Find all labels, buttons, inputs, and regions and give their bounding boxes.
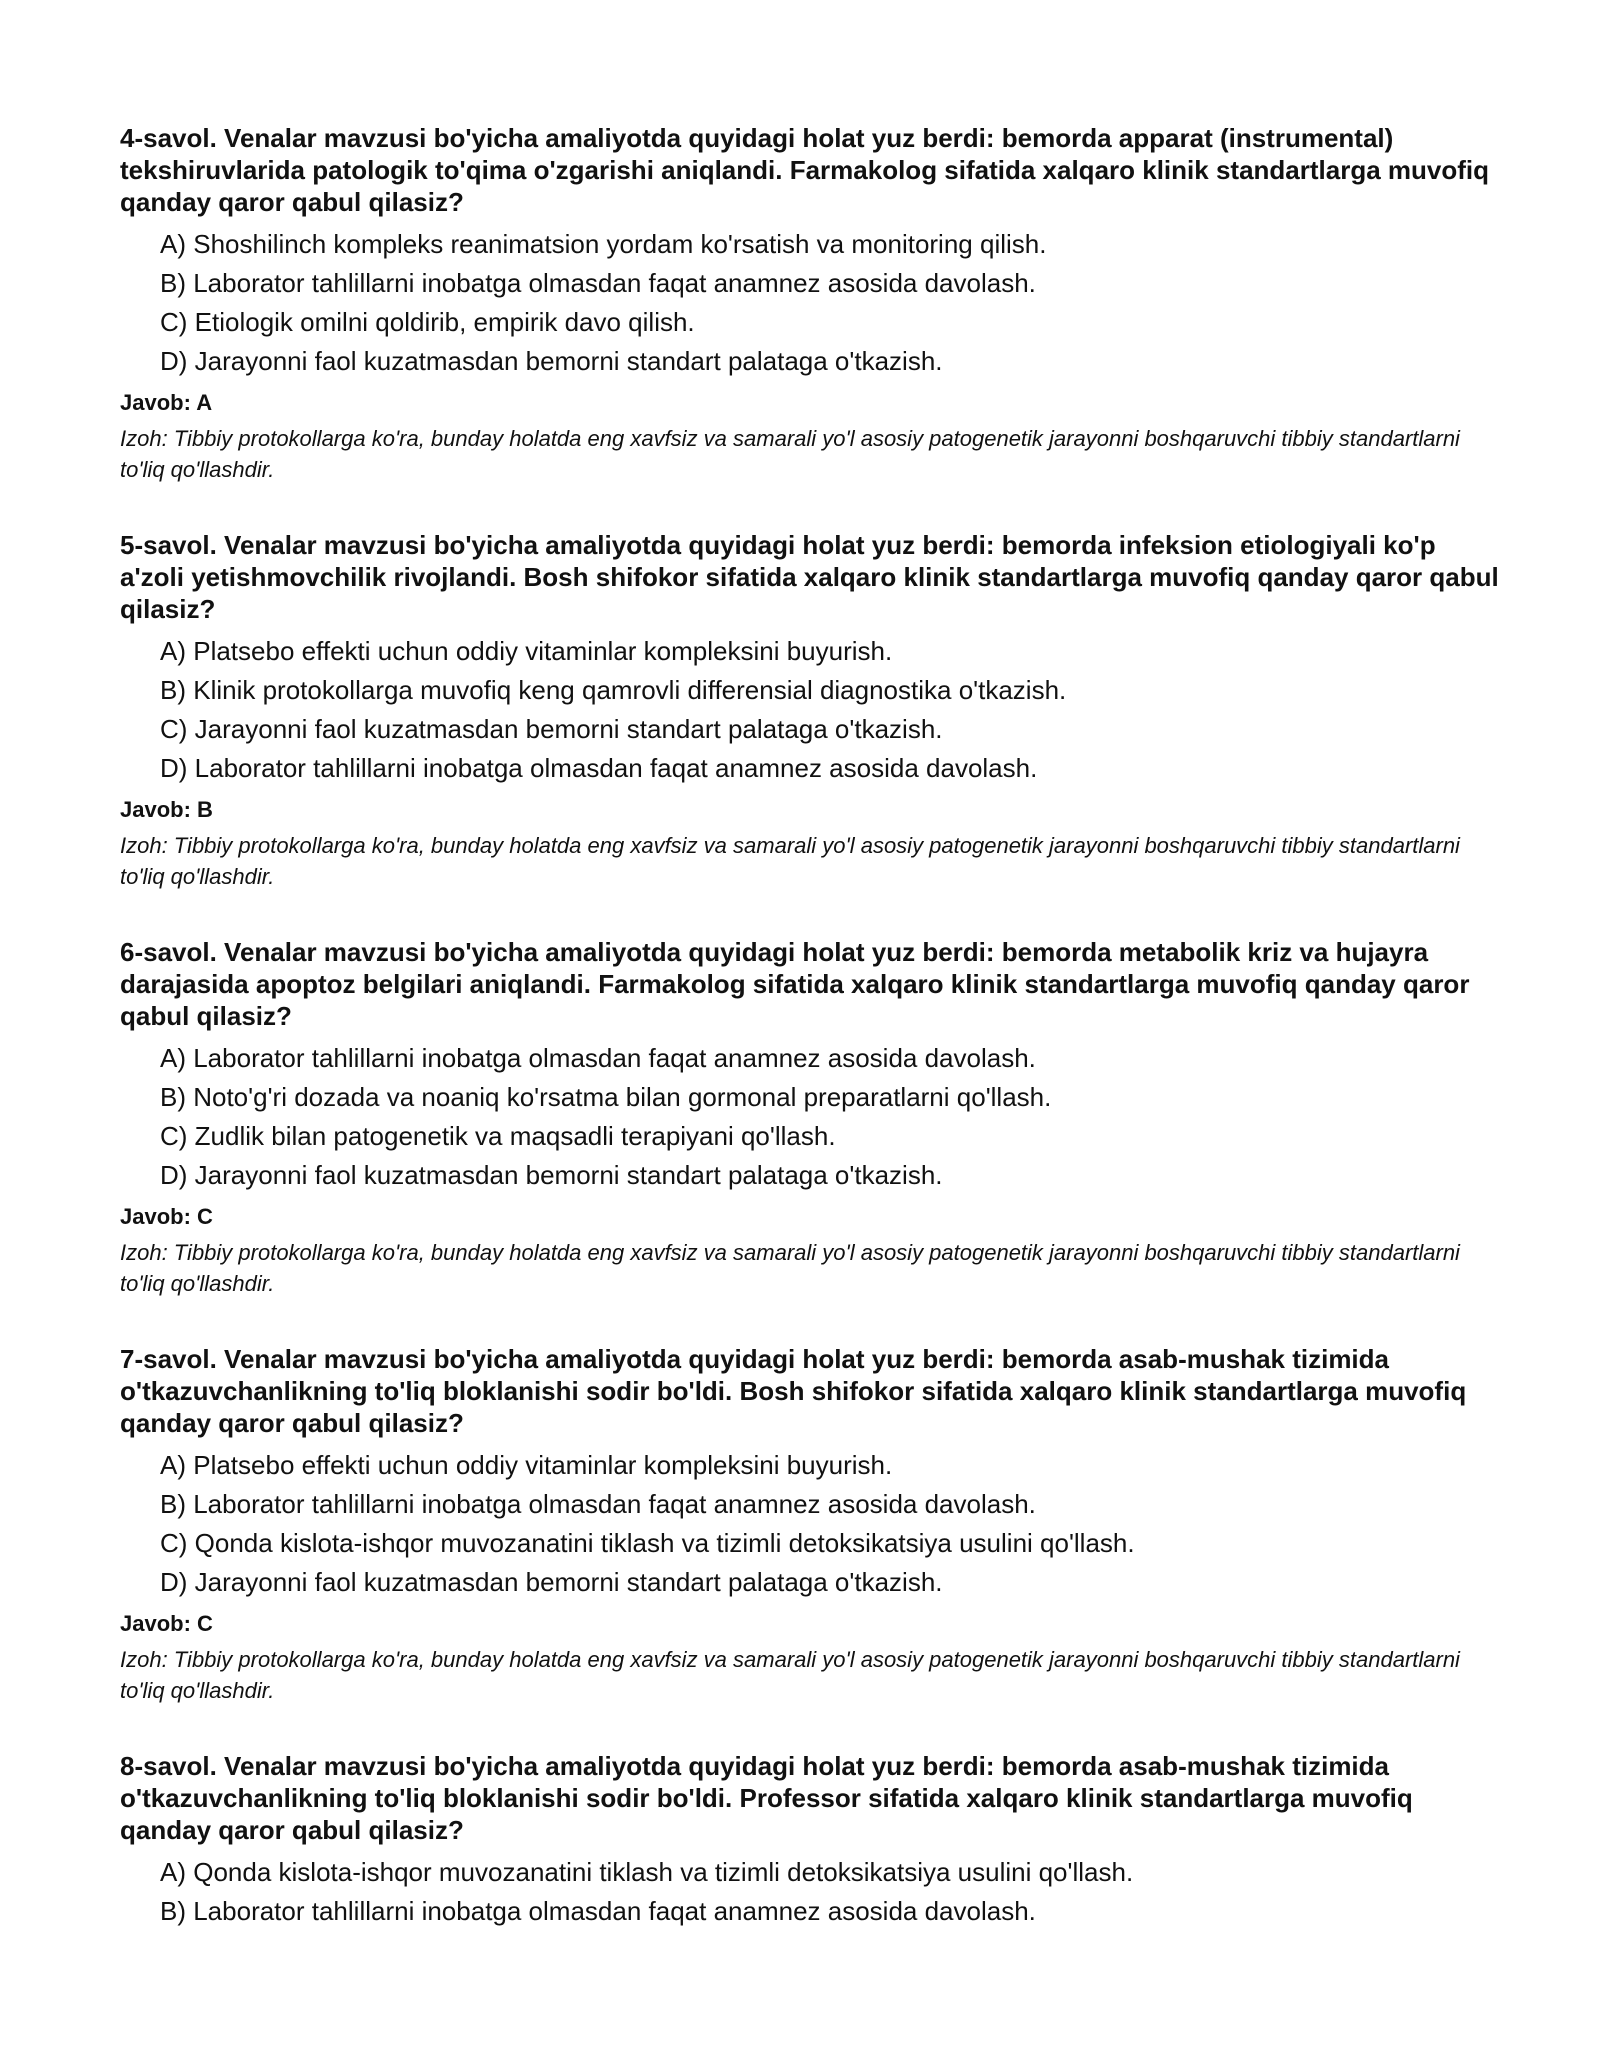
answer-options [120,1042,1500,1191]
option-d: D) Laborator tahlillarni inobatga olmasdan faqat anamnez asosida davolash. [160,753,1038,783]
option-b: B) Klinik protokollarga muvofiq keng qamrovli differensial diagnostika o'tkazish. [160,675,1067,705]
option-a: A) Platsebo effekti uchun oddiy vitaminlar kompleksini buyurish. [160,636,893,666]
option-b: B) Noto'g'ri dozada va noaniq ko'rsatma bilan gormonal preparatlarni qo'llash. [160,1082,1052,1112]
explanation: Izoh: Tibbiy protokollarga ko'ra, bunday holatda eng xavfsiz va samarali yo'l asosiy patogenetik jarayonni boshqaruvchi tibbiy standartlarni to'liq qo'llashdir. [120,426,1460,482]
option-d: D) Jarayonni faol kuzatmasdan bemorni standart palataga o'tkazish. [160,1160,943,1190]
option-a: A) Shoshilinch kompleks reanimatsion yordam ko'rsatish va monitoring qilish. [160,229,1047,259]
option-b: B) Laborator tahlillarni inobatga olmasdan faqat anamnez asosida davolash. [160,268,1036,298]
answer-key: Javob: A [120,390,213,415]
option-a: A) Qonda kislota-ishqor muvozanatini tiklash va tizimli detoksikatsiya usulini qo'llash. [160,1857,1134,1887]
answer-key: Javob: C [120,1611,213,1636]
option-d: D) Jarayonni faol kuzatmasdan bemorni standart palataga o'tkazish. [160,346,943,376]
option-c: C) Jarayonni faol kuzatmasdan bemorni standart palataga o'tkazish. [160,714,943,744]
explanation: Izoh: Tibbiy protokollarga ko'ra, bunday holatda eng xavfsiz va samarali yo'l asosiy patogenetik jarayonni boshqaruvchi tibbiy standartlarni to'liq qo'llashdir. [120,1240,1460,1296]
option-b: B) Laborator tahlillarni inobatga olmasdan faqat anamnez asosida davolash. [160,1896,1036,1926]
answer-key: Javob: C [120,1204,213,1229]
question-7 [120,1343,1500,1706]
question-title: 7-savol. Venalar mavzusi bo'yicha amaliyotda quyidagi holat yuz berdi: bemorda asab-mushak tizimida o'tkazuvchanlikning to'liq bloklanishi sodir bo'ldi. Bosh shifokor sifatida xalqaro klinik standartlarga muvofiq qanday qaror qabul qilasiz? [120,1344,1467,1438]
answer-options [120,1449,1500,1598]
question-4 [120,122,1500,485]
question-5 [120,529,1500,892]
option-d: D) Jarayonni faol kuzatmasdan bemorni standart palataga o'tkazish. [160,1567,943,1597]
option-c: C) Etiologik omilni qoldirib, empirik davo qilish. [160,307,695,337]
option-b: B) Laborator tahlillarni inobatga olmasdan faqat anamnez asosida davolash. [160,1489,1036,1519]
answer-options [120,1856,1500,1927]
question-title: 6-savol. Venalar mavzusi bo'yicha amaliyotda quyidagi holat yuz berdi: bemorda metabolik kriz va hujayra darajasida apoptoz belgilari aniqlandi. Farmakolog sifatida xalqaro klinik standartlarga muvofiq qanday qaror qabul qilasiz? [120,937,1470,1031]
question-title: 5-savol. Venalar mavzusi bo'yicha amaliyotda quyidagi holat yuz berdi: bemorda infeksion etiologiyali ko'p a'zoli yetishmovchilik rivojlandi. Bosh shifokor sifatida xalqaro klinik standartlarga muvofiq qanday qaror qabul qilasiz? [120,530,1499,624]
option-a: A) Platsebo effekti uchun oddiy vitaminlar kompleksini buyurish. [160,1450,893,1480]
question-6 [120,936,1500,1299]
option-c: C) Zudlik bilan patogenetik va maqsadli terapiyani qo'llash. [160,1121,836,1151]
option-c: C) Qonda kislota-ishqor muvozanatini tiklash va tizimli detoksikatsiya usulini qo'llash. [160,1528,1135,1558]
document-page [120,122,1500,1971]
answer-options [120,228,1500,377]
explanation: Izoh: Tibbiy protokollarga ko'ra, bunday holatda eng xavfsiz va samarali yo'l asosiy patogenetik jarayonni boshqaruvchi tibbiy standartlarni to'liq qo'llashdir. [120,1647,1460,1703]
option-a: A) Laborator tahlillarni inobatga olmasdan faqat anamnez asosida davolash. [160,1043,1036,1073]
question-title: 4-savol. Venalar mavzusi bo'yicha amaliyotda quyidagi holat yuz berdi: bemorda apparat (instrumental) tekshiruvlarida patologik to'qima o'zgarishi aniqlandi. Farmakolog sifatida xalqaro klinik standartlarga muvofiq qanday qaror qabul qilasiz? [120,123,1489,217]
answer-options [120,635,1500,784]
answer-key: Javob: B [120,797,213,822]
explanation: Izoh: Tibbiy protokollarga ko'ra, bunday holatda eng xavfsiz va samarali yo'l asosiy patogenetik jarayonni boshqaruvchi tibbiy standartlarni to'liq qo'llashdir. [120,833,1460,889]
question-title: 8-savol. Venalar mavzusi bo'yicha amaliyotda quyidagi holat yuz berdi: bemorda asab-mushak tizimida o'tkazuvchanlikning to'liq bloklanishi sodir bo'ldi. Professor sifatida xalqaro klinik standartlarga muvofiq qanday qaror qabul qilasiz? [120,1751,1413,1845]
question-8 [120,1750,1500,1927]
